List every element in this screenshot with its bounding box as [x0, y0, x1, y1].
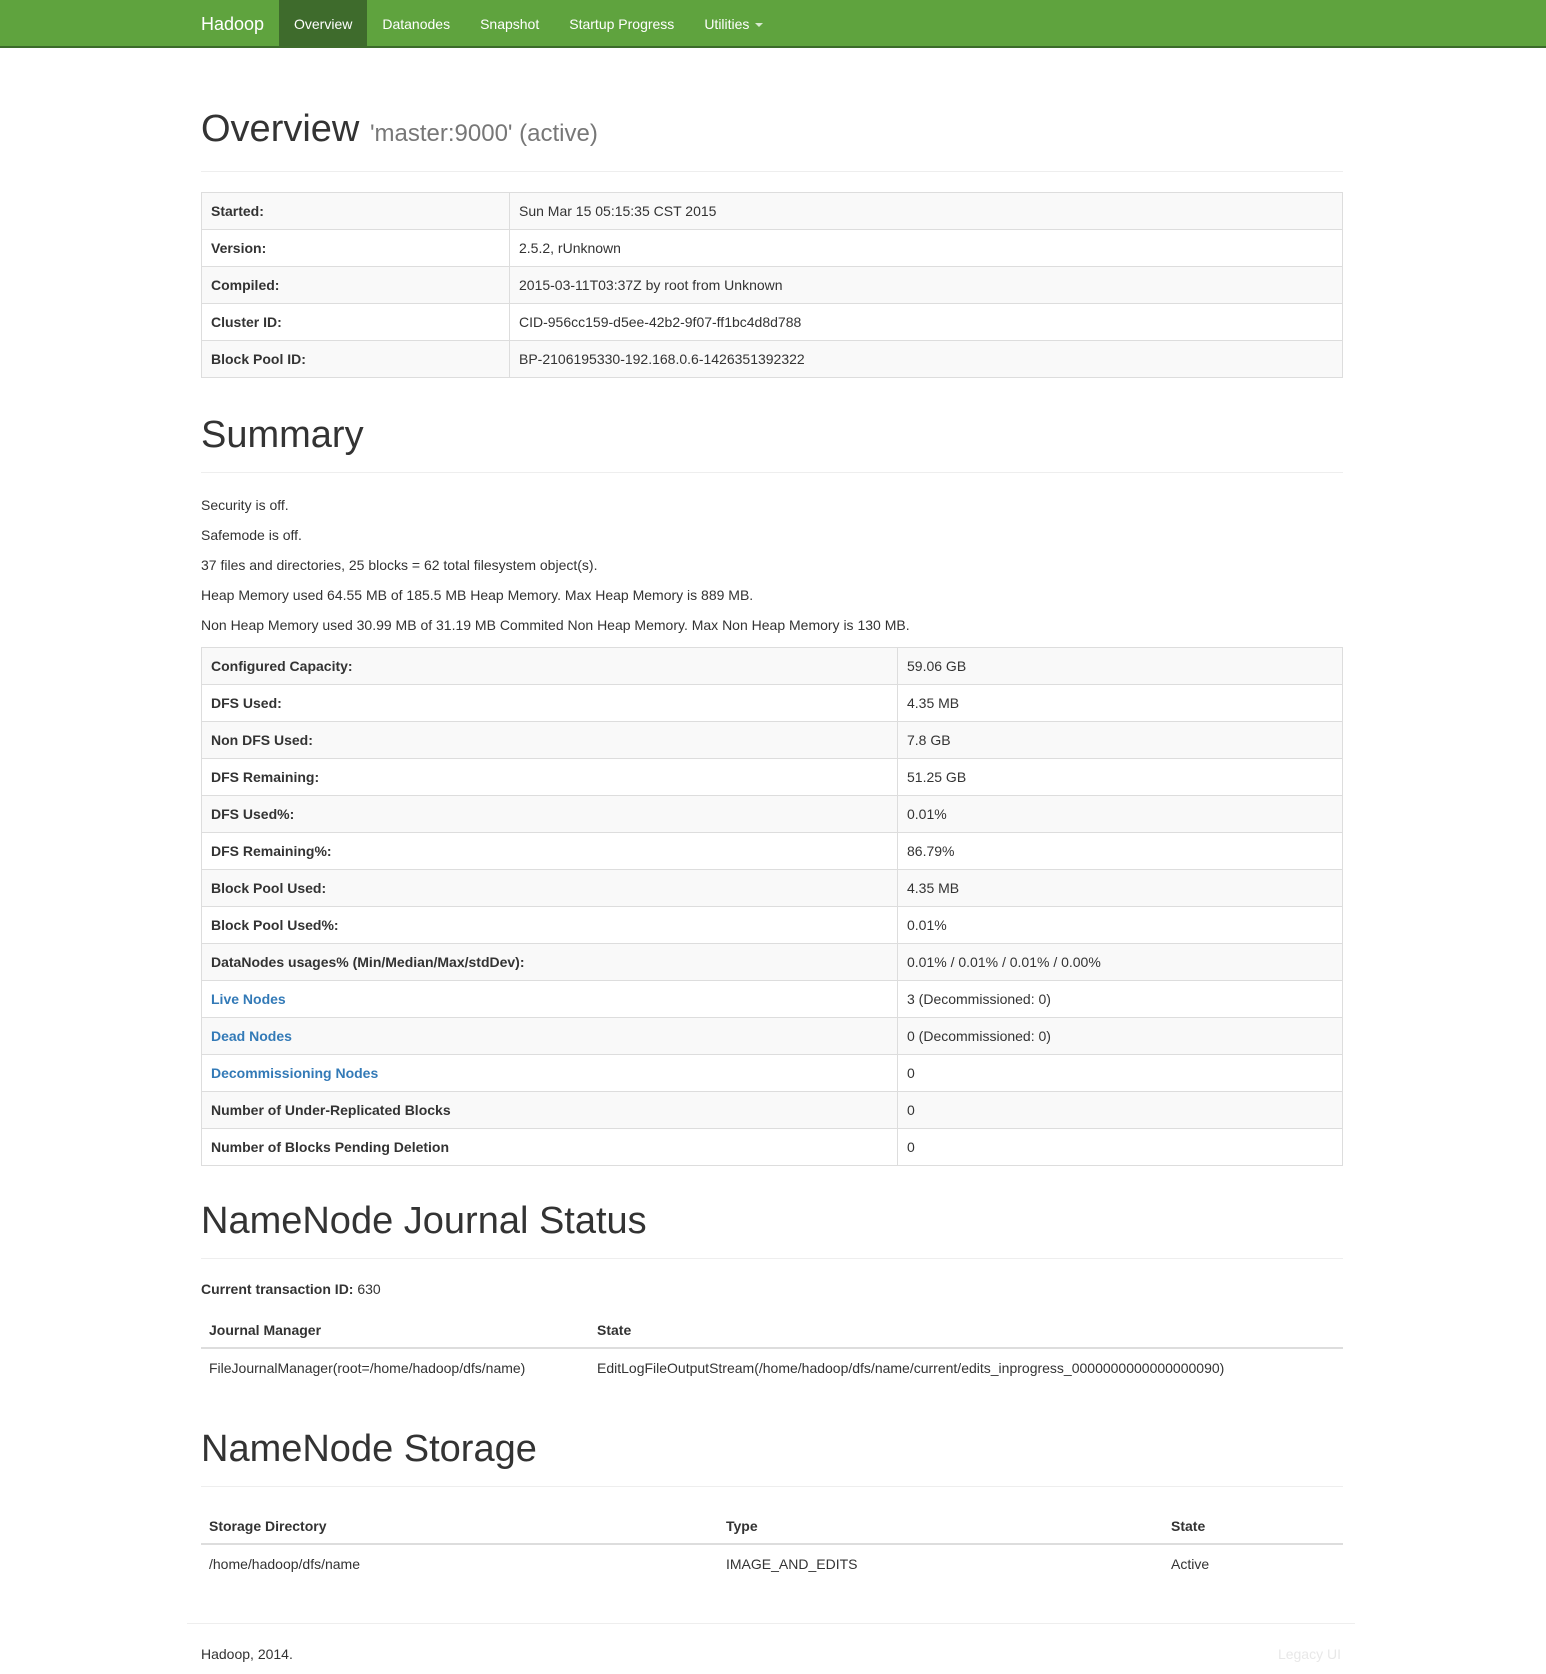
row-value: 86.79%: [898, 833, 1343, 870]
row-value: Sun Mar 15 05:15:35 CST 2015: [510, 193, 1343, 230]
table-row: [201, 1348, 1343, 1388]
transaction-id: [201, 1281, 1343, 1305]
row-value: 0: [898, 1055, 1343, 1092]
row-label: DFS Remaining:: [202, 759, 898, 796]
column-header: State: [589, 1313, 1343, 1348]
row-value: 4.35 MB: [898, 870, 1343, 907]
overview-subtitle: 'master:9000' (active): [369, 120, 598, 147]
overview-table: [201, 192, 1343, 378]
nav-snapshot[interactable]: Snapshot: [480, 16, 540, 32]
table-row: [202, 1018, 1343, 1055]
row-value: 4.35 MB: [898, 685, 1343, 722]
storage-type-cell: IMAGE_AND_EDITS: [718, 1544, 1163, 1584]
column-header: Storage Directory: [201, 1509, 718, 1544]
journal-header: [201, 1200, 1343, 1259]
live-nodes-link[interactable]: Live Nodes: [211, 991, 286, 1007]
overview-header: [201, 108, 1343, 172]
row-label: Non DFS Used:: [202, 722, 898, 759]
storage-state-cell: Active: [1163, 1544, 1343, 1584]
table-row: [202, 685, 1343, 722]
transaction-id-value: 630: [357, 1281, 381, 1297]
row-value: 0.01% / 0.01% / 0.01% / 0.00%: [898, 944, 1343, 981]
table-row: [202, 759, 1343, 796]
row-label: DFS Used:: [202, 685, 898, 722]
chevron-down-icon: [755, 23, 763, 27]
nav-overview[interactable]: Overview: [279, 0, 367, 48]
legacy-ui-link[interactable]: Legacy UI: [1277, 1646, 1341, 1662]
row-value: 3 (Decommissioned: 0): [898, 981, 1343, 1018]
row-label: Block Pool Used:: [202, 870, 898, 907]
table-row: [202, 648, 1343, 685]
table-row: [202, 341, 1343, 378]
overview-title: Overview: [201, 108, 360, 150]
nav-datanodes[interactable]: Datanodes: [382, 16, 451, 32]
column-header: Journal Manager: [201, 1313, 589, 1348]
journal-manager-cell: FileJournalManager(root=/home/hadoop/dfs/name): [201, 1348, 589, 1388]
row-value: CID-956cc159-d5ee-42b2-9f07-ff1bc4d8d788: [510, 304, 1343, 341]
row-label: [202, 1018, 898, 1055]
journal-table: [201, 1313, 1343, 1388]
journal-state-cell: EditLogFileOutputStream(/home/hadoop/dfs/name/current/edits_inprogress_0000000000000000090): [589, 1348, 1343, 1388]
summary-line: Security is off.: [201, 497, 289, 513]
decommissioning-nodes-link[interactable]: Decommissioning Nodes: [211, 1065, 379, 1081]
column-header: Type: [718, 1509, 1163, 1544]
transaction-id-label: Current transaction ID:: [201, 1281, 354, 1297]
footer: [187, 1623, 1355, 1662]
table-row: [201, 1544, 1343, 1584]
table-row: [202, 907, 1343, 944]
table-row: [202, 870, 1343, 907]
row-label: Block Pool ID:: [202, 341, 510, 378]
dead-nodes-link[interactable]: Dead Nodes: [211, 1028, 292, 1044]
summary-line: Non Heap Memory used 30.99 MB of 31.19 MB Commited Non Heap Memory. Max Non Heap Memory is 130 MB.: [201, 617, 910, 633]
row-value: 0.01%: [898, 907, 1343, 944]
table-row: [202, 944, 1343, 981]
row-label: DFS Remaining%:: [202, 833, 898, 870]
table-row: [202, 230, 1343, 267]
table-row: [202, 833, 1343, 870]
row-label: [202, 1055, 898, 1092]
storage-header: [201, 1428, 1343, 1487]
row-value: 0 (Decommissioned: 0): [898, 1018, 1343, 1055]
table-row: [202, 1129, 1343, 1166]
storage-table: [201, 1509, 1343, 1584]
row-value: 7.8 GB: [898, 722, 1343, 759]
brand-link[interactable]: Hadoop: [201, 14, 265, 34]
summary-line: 37 files and directories, 25 blocks = 62 total filesystem object(s).: [201, 557, 598, 573]
summary-table: [201, 647, 1343, 1166]
table-row: [202, 1055, 1343, 1092]
table-row: [202, 267, 1343, 304]
row-value: 51.25 GB: [898, 759, 1343, 796]
row-label: Configured Capacity:: [202, 648, 898, 685]
table-header-row: [201, 1313, 1343, 1348]
page-title: [201, 108, 1343, 155]
nav-startup-progress[interactable]: Startup Progress: [569, 16, 675, 32]
summary-lines: [201, 497, 1343, 647]
row-label: Compiled:: [202, 267, 510, 304]
row-value: 2.5.2, rUnknown: [510, 230, 1343, 267]
row-value: 0: [898, 1092, 1343, 1129]
footer-copyright: Hadoop, 2014.: [201, 1646, 293, 1662]
row-value: 0.01%: [898, 796, 1343, 833]
row-label: DataNodes usages% (Min/Median/Max/stdDev):: [202, 944, 898, 981]
table-row: [202, 1092, 1343, 1129]
table-header-row: [201, 1509, 1343, 1544]
row-label: Number of Under-Replicated Blocks: [202, 1092, 898, 1129]
table-row: [202, 981, 1343, 1018]
summary-title: Summary: [201, 414, 364, 456]
nav-utilities-label: Utilities: [704, 16, 750, 32]
row-label: DFS Used%:: [202, 796, 898, 833]
table-row: [202, 304, 1343, 341]
storage-title: NameNode Storage: [201, 1428, 537, 1470]
journal-title: NameNode Journal Status: [201, 1200, 647, 1242]
row-label: [202, 981, 898, 1018]
row-value: 59.06 GB: [898, 648, 1343, 685]
summary-line: Heap Memory used 64.55 MB of 185.5 MB Heap Memory. Max Heap Memory is 889 MB.: [201, 587, 754, 603]
table-row: [202, 193, 1343, 230]
summary-line: Safemode is off.: [201, 527, 302, 543]
row-label: Started:: [202, 193, 510, 230]
row-label: Version:: [202, 230, 510, 267]
nav-utilities[interactable]: [689, 0, 778, 48]
row-value: 0: [898, 1129, 1343, 1166]
table-row: [202, 796, 1343, 833]
row-value: 2015-03-11T03:37Z by root from Unknown: [510, 267, 1343, 304]
row-label: Number of Blocks Pending Deletion: [202, 1129, 898, 1166]
summary-header: [201, 414, 1343, 473]
navbar: [0, 0, 1546, 48]
row-label: Block Pool Used%:: [202, 907, 898, 944]
main-content: [201, 48, 1343, 1584]
column-header: State: [1163, 1509, 1343, 1544]
row-value: BP-2106195330-192.168.0.6-1426351392322: [510, 341, 1343, 378]
row-label: Cluster ID:: [202, 304, 510, 341]
table-row: [202, 722, 1343, 759]
nav-menu: [279, 0, 778, 48]
storage-directory-cell: /home/hadoop/dfs/name: [201, 1544, 718, 1584]
